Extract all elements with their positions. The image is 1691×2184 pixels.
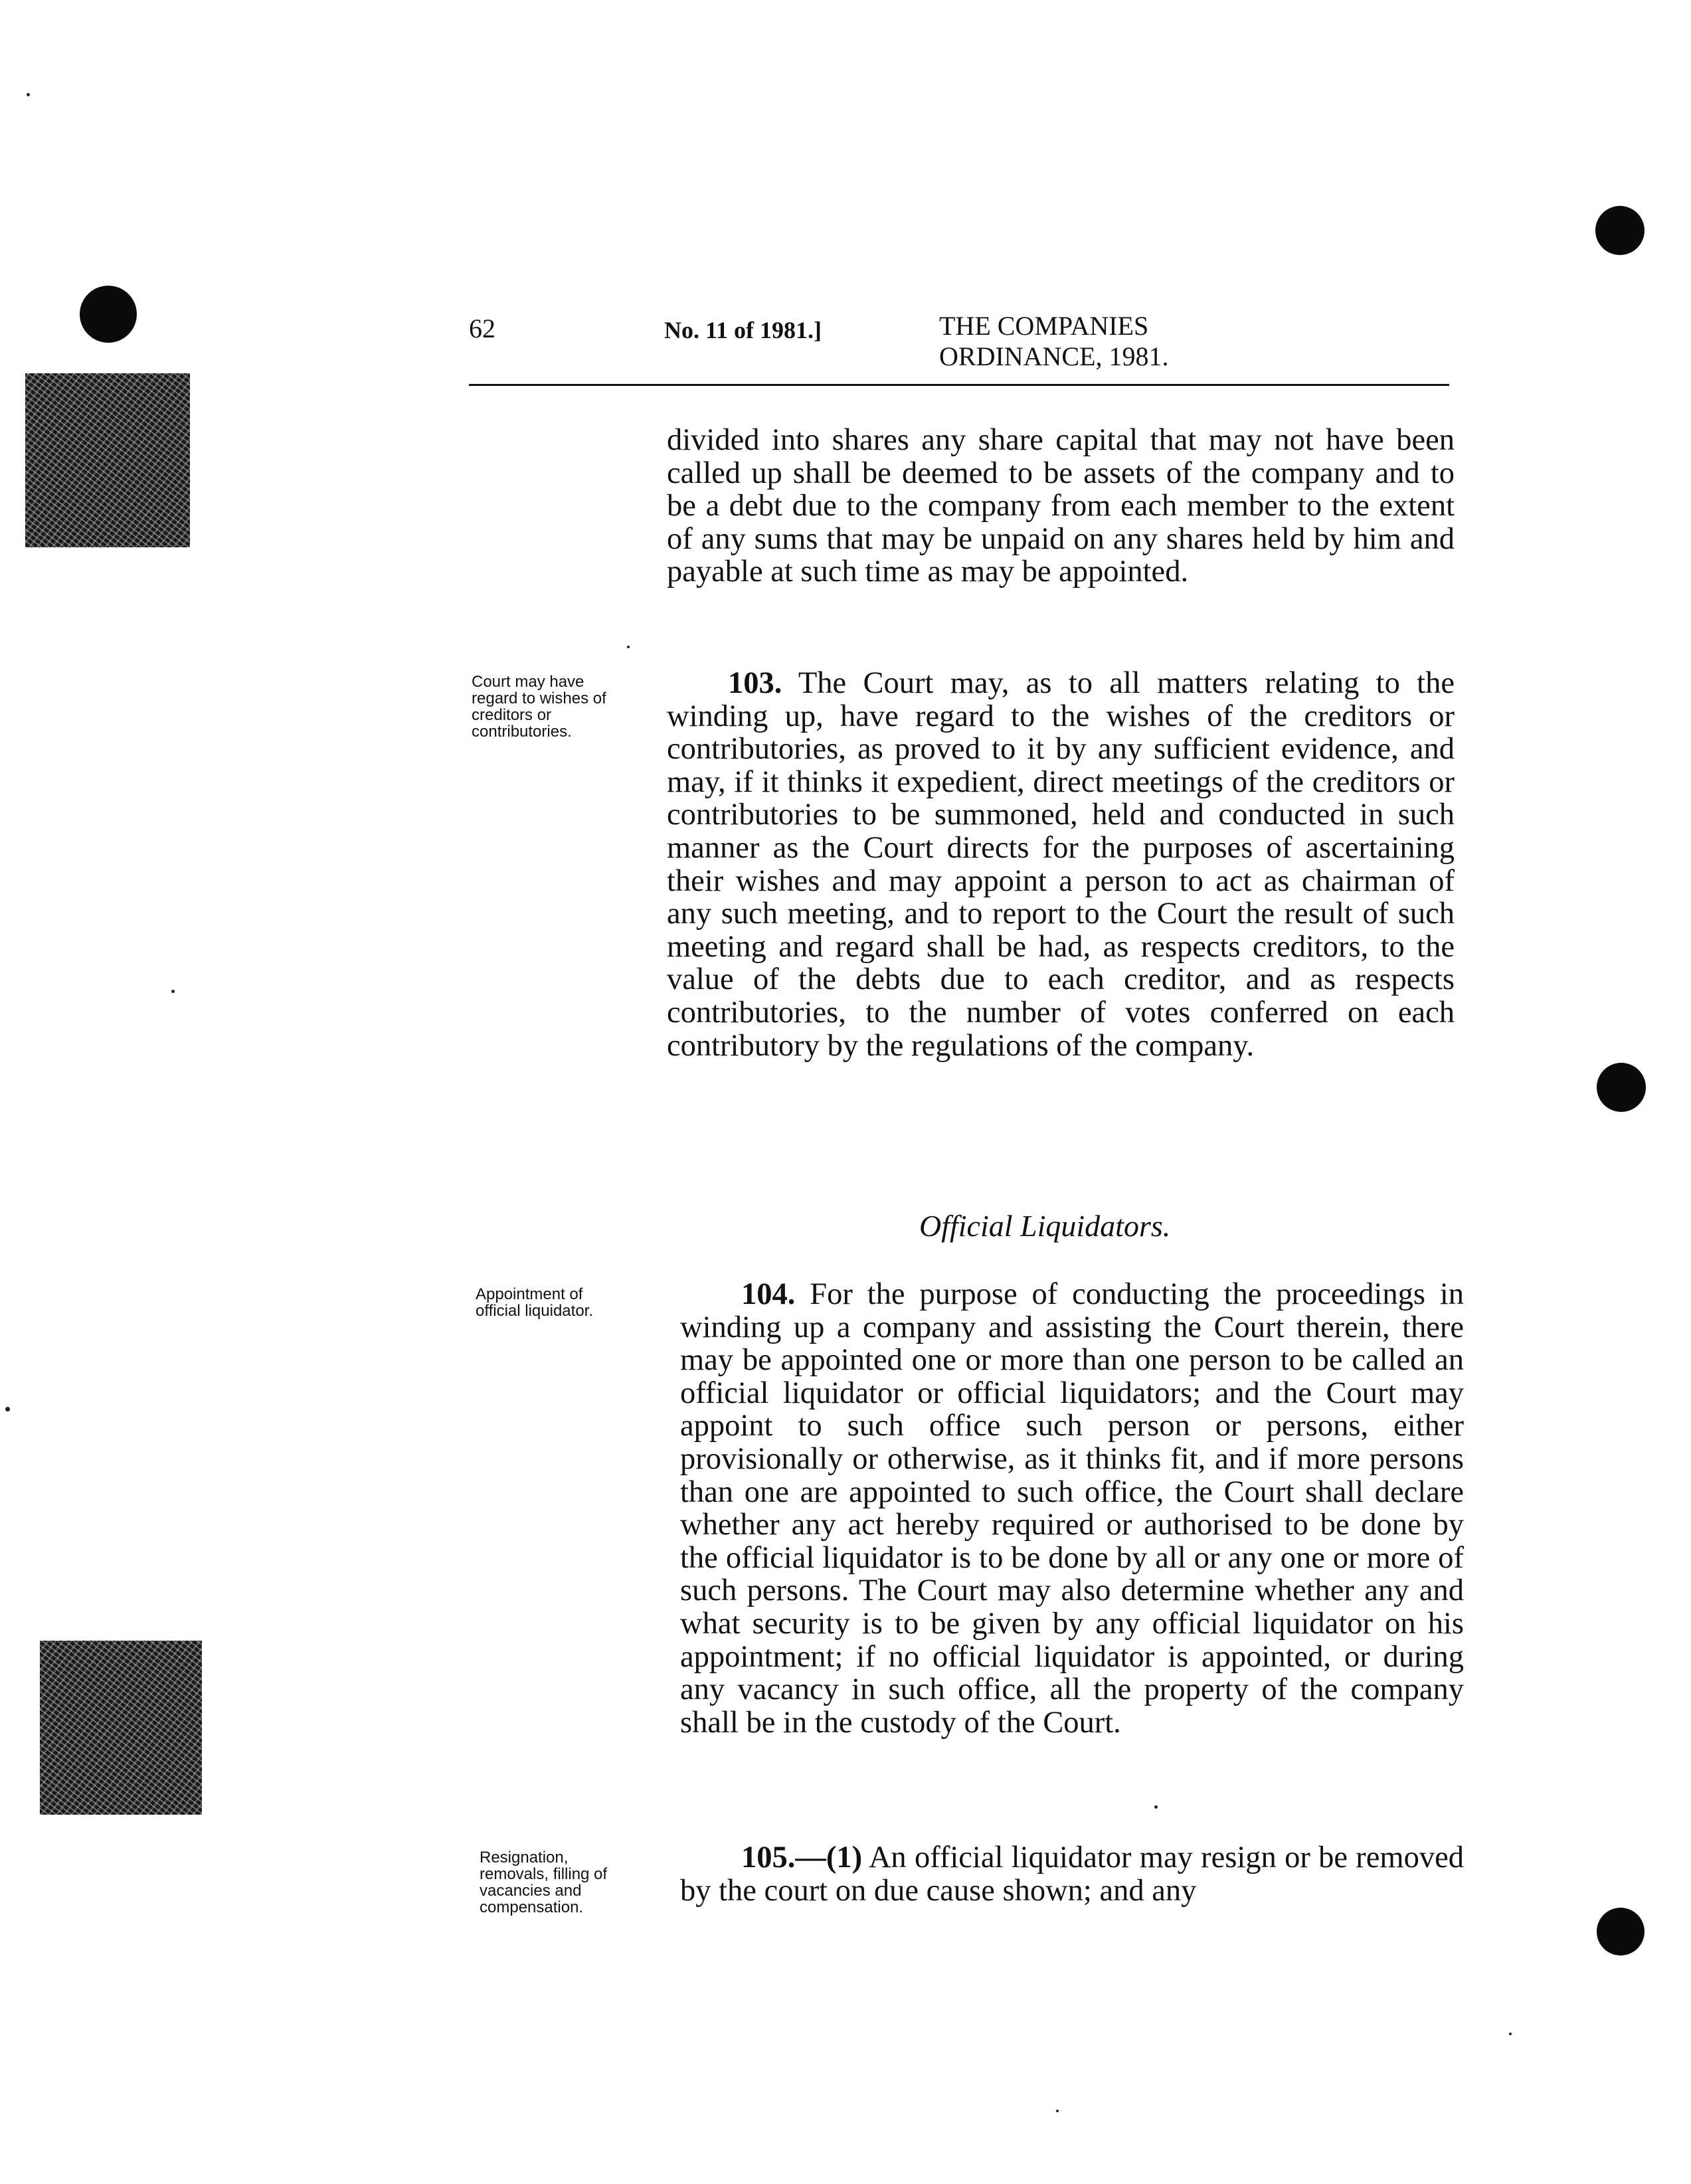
margin-note-105: Resignation, removals, filling of vacancies and compensation. <box>480 1849 608 1916</box>
subheading: Official Liquidators. <box>919 1209 1171 1243</box>
binder-hole <box>1597 1908 1645 1956</box>
scan-speck <box>1509 2033 1512 2035</box>
header-title-line1: THE COMPANIES <box>939 311 1149 341</box>
section-number: 103. <box>728 666 782 700</box>
page-number: 62 <box>469 314 495 343</box>
section-number: 104. <box>741 1277 796 1311</box>
scan-speck <box>27 93 30 96</box>
scan-speck <box>171 990 175 993</box>
scan-noise-block <box>40 1641 202 1815</box>
header-rule <box>469 384 1449 386</box>
intro-paragraph: divided into shares any share capital that may not have been called up shall be deemed to be assets of the company and to be a debt due to the company from each member to the extent of any sums that may be unpaid on any shares held by him and payable at such time as may be appointed. <box>667 423 1455 589</box>
section-text: For the purpose of conducting the proceedings in winding up a company and assisting the Court therein, there may be appointed one or more than one person to be called an official liquidator or official liquidators; and the Court may appoint to such office such person or persons, either provisionally or otherwise, as it thinks fit, and if more persons than one are appointed to such office, the Court shall declare whether any act hereby required or authorised to be done by the official liquidator is to be done by all or any one or more of such persons. The Court may also determine whether any and what security is to be given by any official liquidator on his appointment; if no official liquidator is appointed, or during any vacancy in such office, all the property of the company shall be in the custody of the Court. <box>680 1277 1464 1740</box>
scan-speck <box>5 1407 10 1411</box>
section-text: An official liquidator may resign or be removed by the court on due cause shown; and any <box>680 1841 1464 1908</box>
margin-note-104: Appointment of official liquidator. <box>476 1285 593 1320</box>
scan-speck <box>1056 2110 1059 2112</box>
section-105 <box>680 1841 1464 1907</box>
binder-hole <box>80 286 137 343</box>
scan-noise-block <box>25 373 190 547</box>
scan-speck <box>1154 1805 1158 1809</box>
section-103 <box>667 667 1455 1062</box>
binder-hole <box>1597 1063 1646 1112</box>
section-text: The Court may, as to all matters relating to the winding up, have regard to the wishes of the creditors or contributories, as proved to it by any sufficient evidence, and may, if it thinks it expedient, direct meetings of the creditors or contributories to be summoned, held and conducted in such manner as the Court directs for the purposes of ascertaining their wishes and may appoint a person to act as chairman of any such meeting, and to report to the Court the result of such meeting and regard shall be had, as respects creditors, to the value of the debts due to each creditor, and as respects contributories, to the number of votes conferred on each contributory by the regulations of the company. <box>667 666 1455 1063</box>
header-title-line2: ORDINANCE, 1981. <box>939 341 1169 371</box>
section-number: 105.—(1) <box>741 1841 863 1874</box>
act-number: No. 11 of 1981.] <box>664 317 822 343</box>
scan-speck <box>627 646 630 648</box>
margin-note-103: Court may have regard to wishes of creditors or contributories. <box>472 673 606 741</box>
section-104 <box>680 1278 1464 1739</box>
binder-hole <box>1595 206 1645 255</box>
